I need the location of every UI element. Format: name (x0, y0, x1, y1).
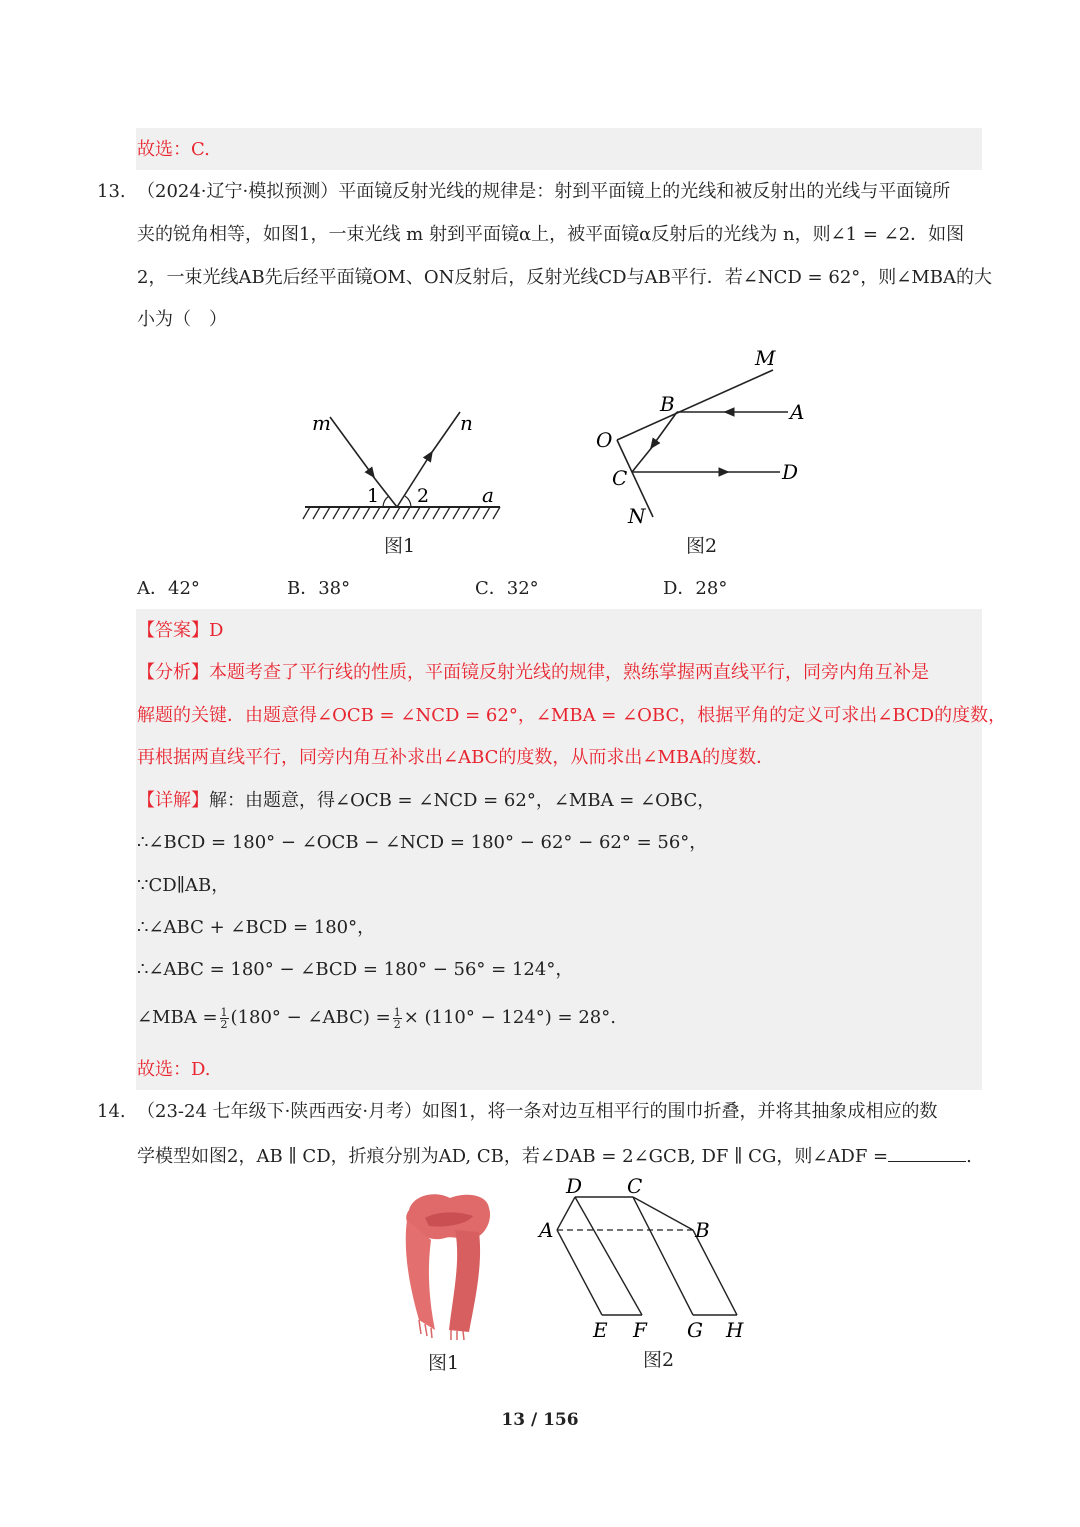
label-M: M (755, 346, 776, 370)
segment-CG (633, 1197, 693, 1315)
label-D: D (566, 1175, 583, 1198)
mirror-hatching (303, 507, 500, 519)
q14-text-line1: （23-24 七年级下·陕西西安·月考）如图1，将一条对边互相平行的围巾折叠，并将其抽象成相应的数 (137, 1101, 938, 1122)
q13-number: 13. (97, 181, 126, 202)
prev-answer-text: 故选：C. (137, 139, 210, 160)
q13-figure-1 (290, 395, 520, 535)
q13-text-line1: （2024·辽宁·模拟预测）平面镜反射光线的规律是：射到平面镜上的光线和被反射出的光线与平面镜所 (137, 181, 951, 202)
q13-detail-line6 (137, 1006, 616, 1030)
q14-scarf-image (395, 1190, 497, 1340)
q13-fig1-caption: 图1 (384, 535, 416, 557)
ray-BC-head (651, 412, 677, 448)
label-G: G (687, 1318, 703, 1342)
q13-detail-line4: ∴∠ABC + ∠BCD = 180°， (137, 917, 376, 938)
q13-figure-2 (590, 345, 820, 530)
q13-detail6-c: × (110° − 124°) = 28°. (403, 1007, 616, 1028)
answer-blank[interactable] (888, 1143, 966, 1162)
label-angle-2: 2 (417, 485, 430, 507)
q13-fig2-caption: 图2 (686, 535, 718, 557)
segment-AE (557, 1230, 602, 1315)
mirror-OM (617, 370, 773, 440)
q13-conclusion: 故选：D. (137, 1059, 211, 1080)
ray-BC (632, 446, 653, 472)
prev-answer-block (136, 128, 982, 170)
label-A: A (539, 1218, 554, 1242)
q14-fig1-caption: 图1 (428, 1352, 460, 1374)
segment-BH (693, 1230, 737, 1315)
q13-option-a: A．42° (137, 578, 200, 599)
q13-option-b: B．38° (287, 578, 351, 599)
q13-detail-line3: ∵CD∥AB， (137, 875, 230, 896)
label-C: C (627, 1175, 643, 1198)
q13-analysis-line2: 解题的关键．由题意得∠OCB = ∠NCD = 62°，∠MBA = ∠OBC，根据平角的定义可求出∠BCD的度数， (137, 705, 1007, 726)
segment-DF (575, 1197, 642, 1315)
q14-number: 14. (97, 1101, 126, 1122)
q13-detail-line5: ∴∠ABC = 180° − ∠BCD = 180° − 56° = 124°， (137, 959, 574, 980)
fraction-half-2: $\frac{1}{2}$ (393, 1005, 401, 1031)
ray-n-rest (430, 412, 460, 455)
q13-text-line3: 2，一束光线AB先后经平面镜OM、ON反射后，反射光线CD与AB平行．若∠NCD = 62°，则∠MBA的大 (137, 267, 993, 288)
q13-detail-line2: ∴∠BCD = 180° − ∠OCB − ∠NCD = 180° − 62° − 62° = 56°， (137, 832, 708, 853)
label-H: H (726, 1318, 744, 1342)
q14-fig2-caption: 图2 (643, 1349, 675, 1371)
label-E: E (593, 1318, 608, 1342)
q14-text-line2 (137, 1143, 972, 1169)
q14-text-line2-main: 学模型如图2，AB ∥ CD，折痕分别为AD, CB，若∠DAB = 2∠GCB, DF ∥ CG，则∠ADF = (137, 1146, 889, 1167)
label-F: F (633, 1318, 647, 1342)
q13-option-c: C．32° (475, 578, 539, 599)
q13-analysis-line1: 【分析】本题考查了平行线的性质，平面镜反射光线的规律，熟练掌握两直线平行，同旁内角互补是 (137, 662, 929, 683)
label-n: n (460, 411, 473, 435)
q13-detail-label: 【详解】 (137, 790, 209, 811)
q13-text-line2: 夹的锐角相等，如图1，一束光线 m 射到平面镜α上，被平面镜α反射后的光线为 n，则∠1 = ∠2．如图 (137, 224, 965, 245)
q13-detail6-a: ∠MBA = (137, 1007, 218, 1028)
label-a: a (482, 483, 494, 507)
label-m: m (312, 411, 331, 435)
label-N: N (628, 504, 646, 528)
angle-2-arc (405, 496, 411, 507)
q13-text-line4: 小为（ ） (137, 309, 227, 330)
label-C: C (612, 466, 628, 490)
label-O: O (596, 428, 613, 452)
label-B: B (695, 1218, 710, 1242)
label-B: B (660, 392, 675, 416)
q13-answer: 【答案】D (137, 620, 224, 641)
fraction-half-1: $\frac{1}{2}$ (220, 1005, 228, 1031)
scarf-right-end (449, 1230, 480, 1332)
q13-detail-line1 (137, 789, 715, 813)
label-A: A (790, 400, 805, 424)
angle-1-arc (383, 496, 389, 507)
label-angle-1: 1 (367, 485, 380, 507)
q14-text-line2-end: . (966, 1146, 972, 1167)
q13-detail-text1: 解：由题意，得∠OCB = ∠NCD = 62°，∠MBA = ∠OBC， (209, 790, 716, 811)
q13-analysis-line3: 再根据两直线平行，同旁内角互补求出∠ABC的度数，从而求出∠MBA的度数． (137, 747, 775, 768)
q13-detail6-b: (180° − ∠ABC) = (230, 1007, 391, 1028)
label-D: D (782, 460, 799, 484)
segment-AD (557, 1197, 575, 1230)
ray-m (330, 417, 374, 477)
q14-figure-2 (535, 1175, 750, 1345)
q13-option-d: D．28° (663, 578, 728, 599)
page-number: 13 / 156 (501, 1410, 579, 1430)
